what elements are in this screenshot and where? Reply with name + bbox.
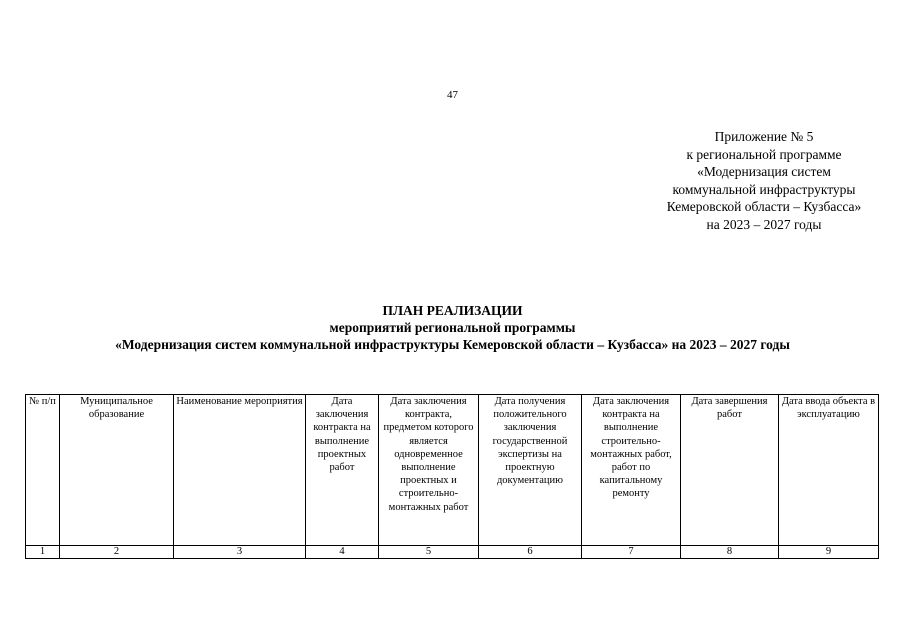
column-number-cell: 6 [479, 546, 582, 559]
column-number-cell: 5 [379, 546, 479, 559]
table-header-row [26, 395, 879, 546]
appendix-line: Кемеровской области – Кузбасса» [666, 199, 862, 215]
header-cell-completion-date: Дата завершения работ [681, 395, 779, 546]
appendix-line: «Модернизация систем [697, 164, 831, 180]
plan-title-line: «Модернизация систем коммунальной инфраструктуры Кемеровской области – Кузбасса» на 2023 – 2027 годы [115, 337, 790, 352]
plan-title-line: ПЛАН РЕАЛИЗАЦИИ [382, 303, 523, 318]
table-column-number-row [26, 546, 879, 559]
appendix-line: к региональной программе [686, 146, 842, 162]
column-number-cell: 3 [174, 546, 306, 559]
plan-title [0, 302, 905, 353]
appendix-line: на 2023 – 2027 годы [706, 216, 822, 232]
column-number-cell: 1 [26, 546, 60, 559]
column-number-cell: 9 [779, 546, 879, 559]
page-number: 47 [447, 89, 458, 101]
header-cell-design-contract-date: Дата заключения контракта на выполнение проектных работ [306, 395, 379, 546]
header-cell-combined-contract-date: Дата заключения контракта, предметом которого является одновременное выполнение проектных и строительно-монтажных работ [379, 395, 479, 546]
header-cell-municipality: Муниципальное образование [60, 395, 174, 546]
column-number-cell: 7 [582, 546, 681, 559]
header-cell-number: № п/п [26, 395, 60, 546]
column-number-cell: 2 [60, 546, 174, 559]
header-cell-measure-name: Наименование мероприятия [174, 395, 306, 546]
appendix-line: коммунальной инфраструктуры [672, 181, 856, 197]
appendix-reference [640, 128, 888, 234]
header-cell-expertise-date: Дата получения положительного заключения государственной экспертизы на проектную документацию [479, 395, 582, 546]
header-cell-commissioning-date: Дата ввода объекта в эксплуатацию [779, 395, 879, 546]
column-number-cell: 8 [681, 546, 779, 559]
implementation-plan-table [25, 394, 879, 559]
column-number-cell: 4 [306, 546, 379, 559]
header-cell-construction-contract-date: Дата заключения контракта на выполнение строительно-монтажных работ, работ по капитальному ремонту [582, 395, 681, 546]
plan-title-line: мероприятий региональной программы [329, 320, 576, 335]
appendix-line: Приложение № 5 [714, 129, 814, 144]
